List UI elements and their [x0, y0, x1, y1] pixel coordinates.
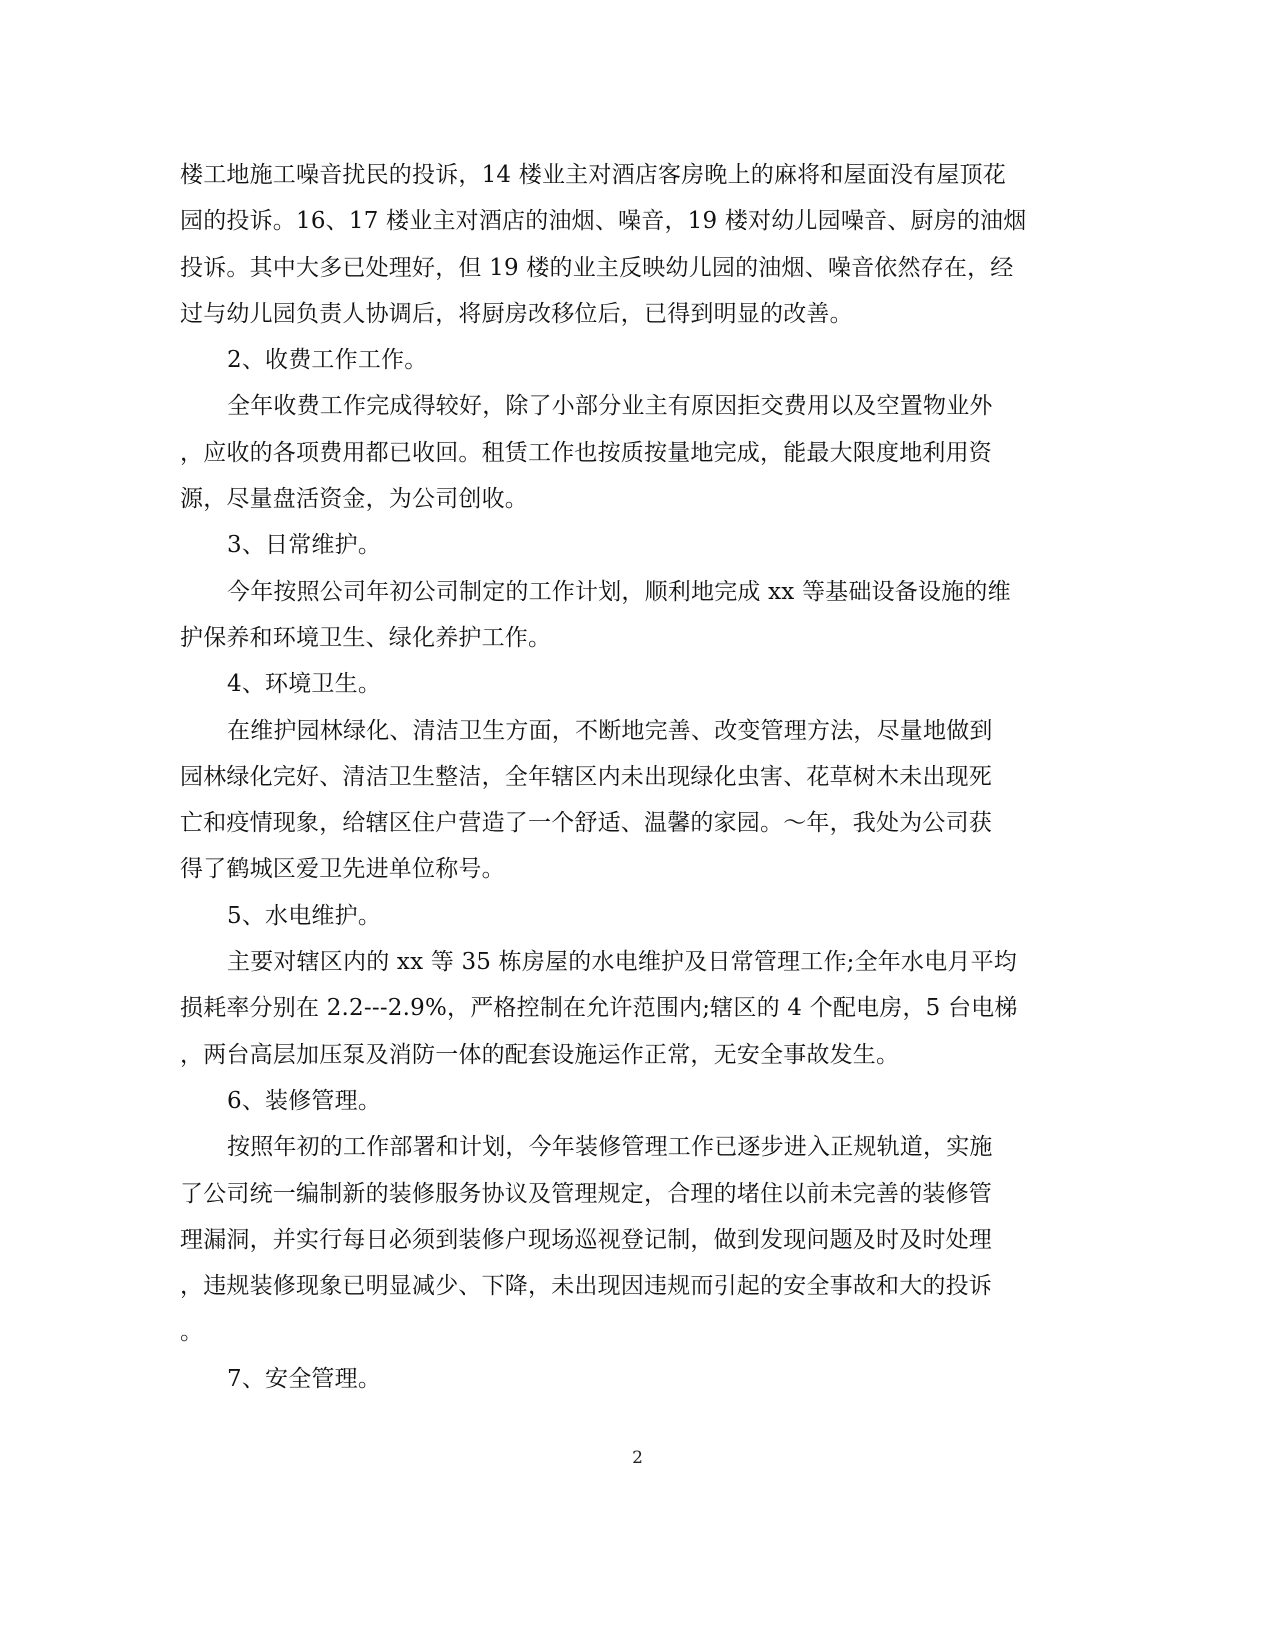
section-heading-water-electric-maintenance: 5、水电维护。	[227, 902, 382, 929]
text-line: 了公司统一编制新的装修服务协议及管理规定，合理的堵住以前未完善的装修管	[180, 1180, 992, 1207]
section-heading-safety-management: 7、安全管理。	[227, 1365, 382, 1392]
text-line: 园林绿化完好、清洁卫生整洁，全年辖区内未出现绿化虫害、花草树木未出现死	[180, 763, 992, 790]
text-line: 全年收费工作完成得较好，除了小部分业主有原因拒交费用以及空置物业外	[227, 393, 993, 420]
text-line: 过与幼儿园负责人协调后，将厨房改移位后，已得到明显的改善。	[180, 300, 853, 327]
text-line: 主要对辖区内的 xx 等 35 栋房屋的水电维护及日常管理工作;全年水电月平均	[227, 949, 1018, 976]
text-line: 投诉。其中大多已处理好，但 19 楼的业主反映幼儿园的油烟、噪音依然存在，经	[180, 254, 1014, 281]
text-line: 亡和疫情现象，给辖区住户营造了一个舒适、温馨的家园。～年，我处为公司获	[180, 810, 992, 837]
text-line: 园的投诉。16、17 楼业主对酒店的油烟、噪音，19 楼对幼儿园噪音、厨房的油烟	[180, 208, 1027, 235]
section-heading-renovation-management: 6、装修管理。	[227, 1087, 382, 1114]
text-line: 护保养和环境卫生、绿化养护工作。	[180, 624, 552, 651]
section-heading-environmental-sanitation: 4、环境卫生。	[227, 671, 382, 698]
text-line: 今年按照公司年初公司制定的工作计划，顺利地完成 xx 等基础设备设施的维	[227, 578, 1011, 605]
text-line: 按照年初的工作部署和计划，今年装修管理工作已逐步进入正规轨道，实施	[227, 1134, 993, 1161]
page-number: 2	[632, 1448, 643, 1468]
text-line: 楼工地施工噪音扰民的投诉，14 楼业主对酒店客房晚上的麻将和屋面没有屋顶花	[180, 162, 1006, 188]
section-heading-daily-maintenance: 3、日常维护。	[227, 532, 382, 559]
document-body	[180, 152, 1027, 1402]
text-line: ，应收的各项费用都已收回。租赁工作也按质按量地完成，能最大限度地利用资	[180, 439, 992, 466]
text-line: 损耗率分别在 2.2---2.9%，严格控制在允许范围内;辖区的 4 个配电房，5 台电梯	[180, 995, 1018, 1022]
text-line: ，违规装修现象已明显减少、下降，未出现因违规而引起的安全事故和大的投诉	[180, 1273, 992, 1300]
text-line: 源，尽量盘活资金，为公司创收。	[180, 486, 528, 513]
section-heading-fee-collection: 2、收费工作工作。	[227, 347, 428, 374]
text-line: 得了鹤城区爱卫先进单位称号。	[180, 856, 505, 883]
text-line: ，两台高层加压泵及消防一体的配套设施运作正常，无安全事故发生。	[180, 1041, 900, 1068]
text-line: 在维护园林绿化、清洁卫生方面，不断地完善、改变管理方法，尽量地做到	[227, 717, 993, 744]
text-line: 理漏洞，并实行每日必须到装修户现场巡视登记制，做到发现问题及时及时处理	[180, 1226, 992, 1253]
text-line: 。	[180, 1319, 204, 1346]
